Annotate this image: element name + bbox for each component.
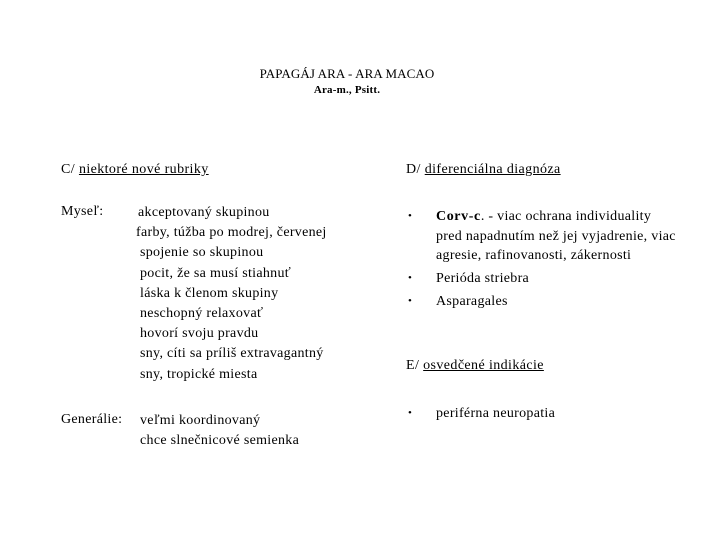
mind-item: sny, tropické miesta — [140, 366, 258, 382]
differential-item — [408, 269, 676, 289]
differential-item — [408, 292, 676, 312]
indication-item-text: periférna neuropatia — [436, 406, 556, 421]
differential-item-text — [436, 207, 676, 266]
bullet-icon: • — [408, 271, 413, 284]
differential-item-text: Perióda striebra — [436, 270, 530, 286]
section-e-heading — [406, 358, 544, 374]
differential-item — [408, 207, 676, 266]
section-d-heading — [406, 162, 561, 178]
section-d-prefix: D/ — [406, 162, 425, 177]
generals-item: veľmi koordinovaný — [140, 413, 261, 428]
section-d-title: diferenciálna diagnóza — [424, 162, 561, 177]
mind-item: hovorí svoju pravdu — [140, 326, 259, 342]
mind-item: farby, túžba po modrej, červenej — [136, 225, 327, 241]
indications-list — [408, 404, 556, 424]
section-c-title: niektoré nové rubriky — [78, 162, 209, 177]
mind-item: spojenie so skupinou — [140, 245, 264, 261]
page-subtitle: Ara-m., Psitt. — [313, 84, 381, 96]
differential-list — [408, 207, 676, 312]
mind-list — [138, 203, 327, 385]
section-c-heading — [61, 162, 209, 178]
generals-list — [140, 411, 299, 451]
mind-item: sny, cíti sa príliš extravagantný — [140, 346, 324, 362]
mind-item: neschopný relaxovať — [140, 306, 264, 322]
page-title: PAPAGÁJ ARA - ARA MACAO — [259, 66, 435, 81]
mind-item: pocit, že sa musí stiahnuť — [140, 265, 292, 281]
remedy-abbreviation: Corv-c — [436, 209, 481, 224]
bullet-icon: • — [408, 295, 413, 307]
differential-item-text: Asparagales — [436, 294, 508, 309]
mind-item: láska k členom skupiny — [140, 285, 279, 301]
mind-item: akceptovaný skupinou — [138, 205, 270, 220]
differential-description: . - viac ochrana individuality pred napadnutím než jej vyjadrenie, viac agresie, rafinovanosti, zákernosti — [436, 209, 676, 263]
bullet-icon: • — [408, 407, 413, 419]
indication-item — [408, 404, 556, 424]
section-e-prefix: E/ — [406, 358, 424, 373]
section-c-prefix: C/ — [61, 162, 79, 177]
generals-item: chce slnečnicové semienka — [140, 433, 300, 449]
section-e-title: osvedčené indikácie — [423, 358, 544, 373]
bullet-icon: • — [408, 210, 413, 222]
mind-label: Myseľ: — [61, 204, 104, 219]
generals-label: Generálie: — [61, 412, 123, 427]
